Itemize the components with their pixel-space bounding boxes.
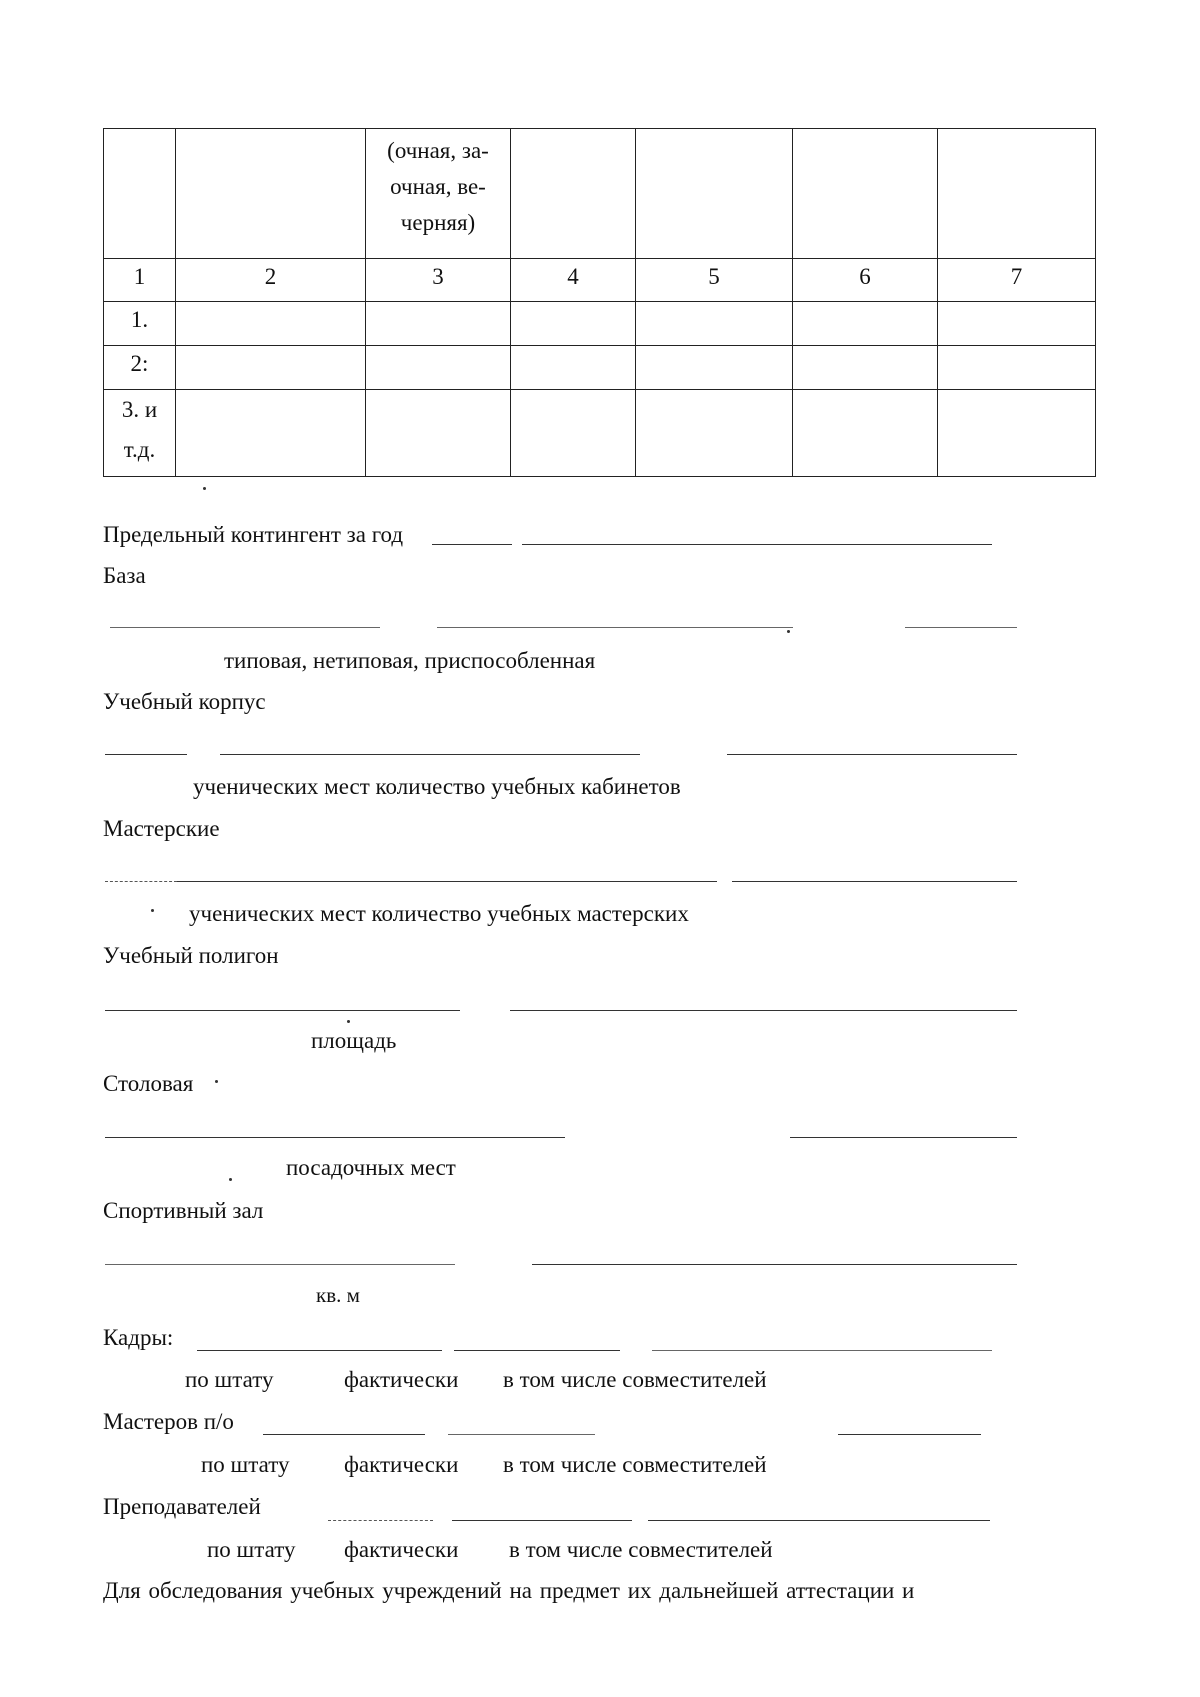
scan-speck — [215, 1080, 218, 1083]
scan-speck — [229, 1178, 232, 1181]
teachers-field-actual[interactable] — [648, 1520, 990, 1521]
gym-label: Спортивный зал — [103, 1198, 264, 1223]
masters-label: Мастеров п/о — [103, 1409, 234, 1434]
table-row — [104, 390, 1096, 477]
polygon-field-2[interactable] — [510, 1010, 1017, 1011]
workshops-label: Мастерские — [103, 816, 220, 841]
table-cell[interactable] — [636, 390, 793, 477]
teachers-caption-actual: фактически — [344, 1537, 459, 1562]
column-number: 3 — [366, 259, 511, 302]
table-cell[interactable] — [636, 302, 793, 346]
study-form-line-3: черняя) — [400, 210, 476, 235]
workshops-field-dashed[interactable] — [105, 881, 177, 882]
table-cell — [636, 129, 793, 259]
row-label: 1. — [104, 302, 176, 346]
staff-field-actual[interactable] — [454, 1350, 620, 1351]
base-field-1[interactable] — [110, 627, 380, 628]
building-field-1[interactable] — [105, 754, 187, 755]
teachers-label: Преподавателей — [103, 1494, 261, 1519]
column-number: 1 — [104, 259, 176, 302]
masters-field-part-time[interactable] — [838, 1434, 981, 1435]
gym-field-2[interactable] — [532, 1264, 1017, 1265]
table-cell[interactable] — [793, 346, 938, 390]
table-cell-study-form — [366, 129, 511, 259]
table-cell[interactable] — [793, 390, 938, 477]
closing-paragraph: Для обследования учебных учреждений на предмет их дальнейшей аттестации и — [103, 1578, 915, 1603]
table-cell[interactable] — [511, 302, 636, 346]
gym-field-1[interactable] — [105, 1264, 455, 1265]
table-cell[interactable] — [176, 302, 366, 346]
workshops-field-2[interactable] — [732, 881, 1017, 882]
table-cell[interactable] — [176, 390, 366, 477]
masters-caption-part-time: в том числе совместителей — [503, 1452, 767, 1477]
column-number: 4 — [511, 259, 636, 302]
form-table — [103, 128, 1096, 477]
teachers-caption-part-time: в том числе совместителей — [509, 1537, 773, 1562]
staff-label: Кадры: — [103, 1325, 174, 1350]
column-number: 2 — [176, 259, 366, 302]
workshops-field-1[interactable] — [177, 881, 717, 882]
masters-caption-actual: фактически — [344, 1452, 459, 1477]
table-cell[interactable] — [938, 390, 1096, 477]
canteen-label: Столовая — [103, 1071, 194, 1096]
masters-field-by-schedule[interactable] — [263, 1434, 425, 1435]
gym-caption: кв. м — [316, 1283, 360, 1307]
contingent-label: Предельный контингент за год — [103, 522, 404, 547]
canteen-field-2[interactable] — [790, 1137, 1017, 1138]
base-caption: типовая, нетиповая, приспособленная — [224, 648, 596, 673]
table-cell — [104, 129, 176, 259]
canteen-caption: посадочных мест — [286, 1155, 456, 1180]
staff-caption-part-time: в том числе совместителей — [503, 1367, 767, 1392]
table-cell[interactable] — [366, 302, 511, 346]
table-cell[interactable] — [511, 346, 636, 390]
column-number: 5 — [636, 259, 793, 302]
scan-speck — [203, 487, 206, 490]
contingent-field-extension[interactable] — [522, 544, 992, 545]
table-row — [104, 346, 1096, 390]
table-cell — [176, 129, 366, 259]
table-row — [104, 302, 1096, 346]
scan-speck — [151, 909, 154, 912]
base-field-3[interactable] — [905, 627, 1017, 628]
masters-caption-by-schedule: по штату — [201, 1452, 290, 1477]
canteen-field-1[interactable] — [105, 1137, 565, 1138]
row-label-line-2: т.д. — [123, 437, 156, 462]
staff-field-part-time[interactable] — [652, 1350, 992, 1351]
building-field-2[interactable] — [220, 754, 640, 755]
building-field-3[interactable] — [727, 754, 1017, 755]
building-label: Учебный корпус — [103, 689, 266, 714]
contingent-field[interactable] — [432, 544, 512, 545]
staff-caption-actual: фактически — [344, 1367, 459, 1392]
table-cell[interactable] — [793, 302, 938, 346]
study-form-line-2: очная, ве- — [390, 174, 486, 199]
table-cell[interactable] — [636, 346, 793, 390]
row-label — [104, 390, 176, 477]
polygon-label: Учебный полигон — [103, 943, 279, 968]
scan-speck — [787, 630, 790, 633]
table-cell — [511, 129, 636, 259]
building-caption: ученических мест количество учебных кабинетов — [193, 774, 681, 799]
base-label: База — [103, 563, 146, 588]
table-cell[interactable] — [366, 390, 511, 477]
workshops-caption: ученических мест количество учебных мастерских — [189, 901, 689, 926]
table-cell[interactable] — [938, 346, 1096, 390]
table-cell[interactable] — [511, 390, 636, 477]
staff-field-by-schedule[interactable] — [197, 1350, 442, 1351]
table-header-row — [104, 129, 1096, 259]
table-cell — [793, 129, 938, 259]
teachers-caption-by-schedule: по штату — [207, 1537, 296, 1562]
row-label: 2: — [104, 346, 176, 390]
row-label-line-1: 3. и — [121, 397, 158, 422]
scan-speck — [347, 1020, 350, 1023]
table-cell — [938, 129, 1096, 259]
table-cell[interactable] — [366, 346, 511, 390]
column-number: 6 — [793, 259, 938, 302]
staff-caption-by-schedule: по штату — [185, 1367, 274, 1392]
table-column-number-row — [104, 259, 1096, 302]
table-cell[interactable] — [938, 302, 1096, 346]
teachers-field-dashed[interactable] — [328, 1520, 433, 1521]
base-field-2[interactable] — [437, 627, 793, 628]
table-cell[interactable] — [176, 346, 366, 390]
masters-field-actual[interactable] — [448, 1434, 595, 1435]
study-form-line-1: (очная, за- — [387, 138, 489, 163]
teachers-field-by-schedule[interactable] — [452, 1520, 632, 1521]
column-number: 7 — [938, 259, 1096, 302]
polygon-caption: площадь — [311, 1028, 397, 1053]
polygon-field-1[interactable] — [105, 1010, 460, 1011]
